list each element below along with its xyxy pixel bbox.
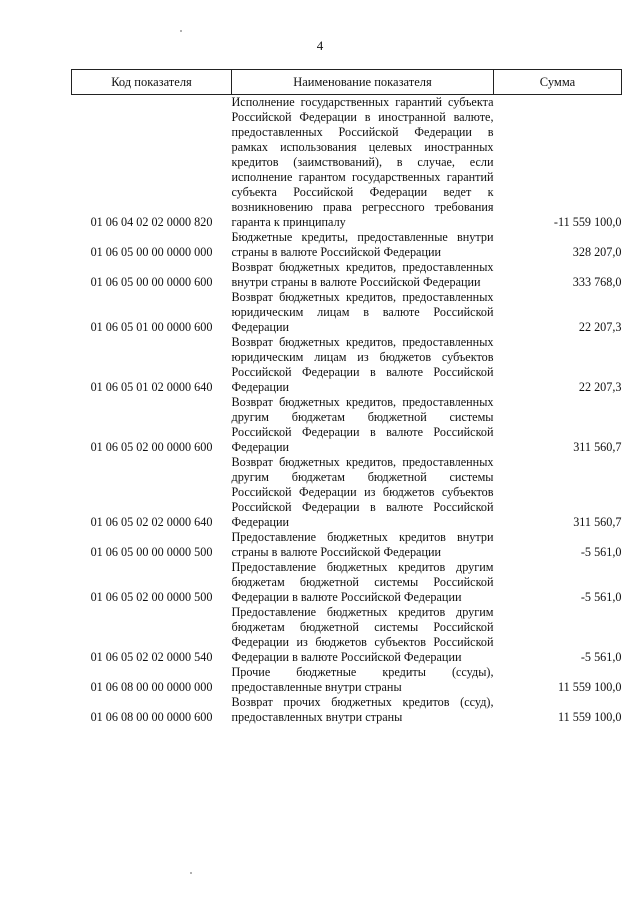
scan-speck: [180, 30, 182, 32]
table-row: [72, 560, 622, 605]
table-row: [72, 290, 622, 335]
row-name: Предоставление бюджетных кредитов другим бюджетам бюджетной системы Российской Федерации в валюте Российской Федерации: [231, 560, 494, 604]
table-body: [72, 95, 622, 726]
row-name: Прочие бюджетные кредиты (ссуды), предоставленные внутри страны: [231, 665, 494, 694]
table-row: [72, 455, 622, 530]
row-code: 01 06 05 00 00 0000 500: [90, 545, 213, 559]
table-row: [72, 665, 622, 695]
table-row: [72, 530, 622, 560]
row-code: 01 06 04 02 02 0000 820: [90, 215, 213, 229]
row-name: Возврат бюджетных кредитов, предоставленных другим бюджетам бюджетной системы Российской Федерации из бюджетов субъектов Российской Федерации в валюте Российской Федерации: [231, 455, 494, 529]
table-row: [72, 95, 622, 231]
row-code: 01 06 05 01 00 0000 600: [90, 320, 213, 334]
row-sum: 22 207,3: [578, 380, 622, 394]
row-code: 01 06 05 02 02 0000 640: [90, 515, 213, 529]
table-row: [72, 335, 622, 395]
row-sum: 11 559 100,0: [557, 680, 622, 694]
scan-speck: [190, 872, 192, 874]
row-sum: -5 561,0: [580, 590, 622, 604]
row-code: 01 06 05 02 02 0000 540: [90, 650, 213, 664]
row-name: Бюджетные кредиты, предоставленные внутри страны в валюте Российской Федерации: [231, 230, 494, 259]
row-name: Возврат прочих бюджетных кредитов (ссуд), предоставленных внутри страны: [231, 695, 494, 724]
row-sum: 328 207,0: [572, 245, 622, 259]
header-sum: Сумма: [494, 70, 622, 95]
table-row: [72, 695, 622, 725]
row-sum: -5 561,0: [580, 650, 622, 664]
row-code: 01 06 05 01 02 0000 640: [90, 380, 213, 394]
header-name: Наименование показателя: [232, 70, 494, 95]
table-row: [72, 230, 622, 260]
row-code: 01 06 08 00 00 0000 000: [90, 680, 213, 694]
row-sum: -11 559 100,0: [553, 215, 622, 229]
page-number: 4: [316, 38, 324, 53]
row-name: Возврат бюджетных кредитов, предоставленных другим бюджетам бюджетной системы Российской Федерации в валюте Российской Федерации: [231, 395, 494, 454]
row-name: Возврат бюджетных кредитов, предоставленных юридическим лицам из бюджетов субъектов Российской Федерации в валюте Российской Федерации: [231, 335, 494, 394]
row-sum: 311 560,7: [573, 440, 622, 454]
row-sum: 22 207,3: [578, 320, 622, 334]
row-sum: 333 768,0: [572, 275, 622, 289]
row-name: Исполнение государственных гарантий субъекта Российской Федерации в иностранной валюте, предоставленных Российской Федерации в рамках использования целевых иностранных кредитов (заимствований), в случае, если исполнение гарантом государственных гарантий субъекта Российской Федерации ведет к возникновению права регрессного требования гаранта к принципалу: [231, 95, 494, 229]
row-code: 01 06 05 02 00 0000 600: [90, 440, 213, 454]
row-code: 01 06 08 00 00 0000 600: [90, 710, 213, 724]
table-row: [72, 395, 622, 455]
row-code: 01 06 05 00 00 0000 000: [90, 245, 213, 259]
table-header-row: [72, 70, 622, 95]
row-name: Возврат бюджетных кредитов, предоставленных юридическим лицам в валюте Российской Федерации: [231, 290, 494, 334]
row-code: 01 06 05 02 00 0000 500: [90, 590, 213, 604]
row-sum: 11 559 100,0: [557, 710, 622, 724]
table-row: [72, 605, 622, 665]
row-name: Предоставление бюджетных кредитов внутри страны в валюте Российской Федерации: [231, 530, 494, 559]
row-code: 01 06 05 00 00 0000 600: [90, 275, 213, 289]
table-row: [72, 260, 622, 290]
budget-table: [71, 69, 622, 725]
row-sum: -5 561,0: [580, 545, 622, 559]
header-code: Код показателя: [72, 70, 232, 95]
row-name: Предоставление бюджетных кредитов другим бюджетам бюджетной системы Российской Федерации из бюджетов субъектов Российской Федерации в валюте Российской Федерации: [231, 605, 494, 664]
row-sum: 311 560,7: [573, 515, 622, 529]
row-name: Возврат бюджетных кредитов, предоставленных внутри страны в валюте Российской Федерации: [231, 260, 494, 289]
